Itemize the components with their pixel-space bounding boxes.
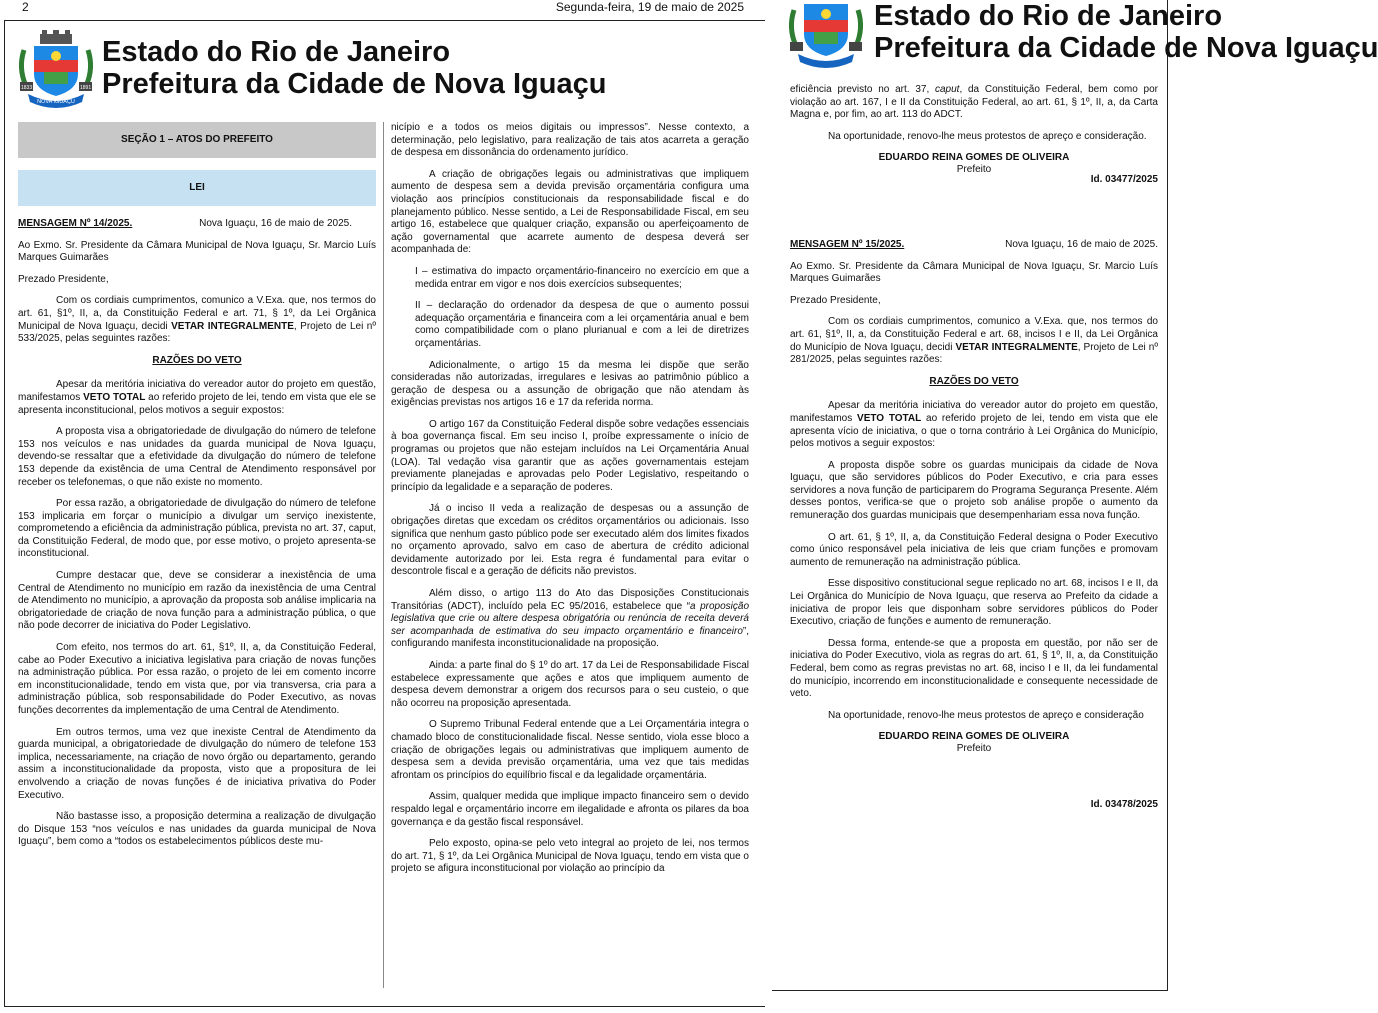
paragraph: Não bastasse isso, a proposição determina a realização de divulgação do Disque 153 “nos veículos e nas unidades da guarda municipal de Nova Iguaçu”, bem como a “todos os estabelecimentos públicos deste mu- <box>18 811 376 848</box>
document-id: Id. 03478/2025 <box>1090 799 1158 811</box>
right-column <box>790 84 1158 812</box>
message-14-date: Nova Iguaçu, 16 de maio de 2025. <box>199 218 352 229</box>
section-box: SEÇÃO 1 – ATOS DO PREFEITO <box>18 122 376 158</box>
message-14-number: MENSAGEM Nº 14/2025. <box>18 218 133 229</box>
message-15-header <box>790 239 1158 252</box>
paragraph: A proposta visa a obrigatoriedade de divulgação do número de telefone 153 nos veículos e nas unidades da guarda municipal de Nova Iguaçu, devendo-se ressaltar que a efetividade da divulgação do número de telefone 153 depende da existência de uma Central de Atendimento responsável por receber os telefonemas, o que não existe no momento. <box>18 426 376 488</box>
page-number: 2 <box>22 0 29 14</box>
paragraph: Em outros termos, uma vez que inexiste Central de Atendimento da guarda municipal, a obrigatoriedade de divulgação do número de telefone 153 implica, necessariamente, na criação de novo órgão ou departamento, gerando assim a inconstitucionalidade da proposta, visto que a propositura de lei envolvendo a criação de novas funções é de iniciativa privativa do Poder Executivo. <box>18 726 376 801</box>
logo-year-right: 1891 <box>80 85 92 91</box>
paragraph: A criação de obrigações legais ou administrativas que impliquem aumento de despesa sem a devida previsão orçamentária configura uma violação aos princípios constitucionais da responsabilidade fiscal e do planejamento público. Nesse sentido, a Lei de Responsabilidade Fiscal, em seu artigo 16, estabelece que qualquer criação, expansão ou aperfeiçoamento de ação governamental que acarrete aumento de despesa deverá ser acompanhada de: <box>391 168 749 256</box>
right-page <box>772 0 1378 1013</box>
quote-item: I – estimativa do impacto orçamentário-financeiro no exercício em que a medida entrar em vigor e nos dois exercícios subsequentes; <box>415 265 749 290</box>
state-name: Estado do Rio de Janeiro <box>874 0 1223 32</box>
logo-year-left: 1833 <box>21 85 33 91</box>
document-id: Id. 03477/2025 <box>1090 174 1158 186</box>
quote-item: II – declaração do ordenador da despesa de que o aumento possui adequação orçamentária e financeira com a lei orçamentária anual e bem como compatibilidade com o plano plurianual e com a lei de diretrizes orçamentárias. <box>415 300 749 349</box>
paragraph: Apesar da meritória iniciativa do vereador autor do projeto em questão, manifestamos VETO TOTAL ao referido projeto de lei, tendo em vista que ele se apresenta inconstitucional, pelos motivos a seguir expostos: <box>18 379 376 416</box>
column-1 <box>18 122 376 858</box>
paragraph: Ainda: a parte final do § 1º do art. 17 da Lei de Responsabilidade Fiscal estabelece expressamente que ações e atos que impliquem aumento de despesa devem demonstrar a origem dos recursos para o seu custeio, o que não ocorreu na proposição apresentada. <box>391 659 749 709</box>
paragraph: A proposta dispõe sobre os guardas municipais da cidade de Nova Iguaçu, que são servidores públicos do Poder Executivo, e cria para esses servidores a nova função de participarem do Programa Segurança Presente. Além desses pontos, verifica-se que o projeto sob análise propõe o aumento da remuneração dos guardas municipais que desempenhariam essa nova função. <box>790 459 1158 522</box>
intro-paragraph: Com os cordiais cumprimentos, comunico a V.Exa. que, nos termos do art. 61, §1º, II, a, da Constituição Federal e art. 71, § 1º, da Lei Orgânica Municipal de Nova Iguaçu, decidi VETAR INTEGRALMENTE, Projeto de Lei nº 533/2025, pelas seguintes razões: <box>18 295 376 345</box>
column-2-clip <box>391 122 750 988</box>
paragraph: Além disso, o artigo 113 do Ato das Disposições Constitucionais Transitórias (ADCT), incluído pela EC 95/2016, estabelece que “a proposição legislativa que crie ou altere despesa obrigatória ou renúncia de receita deverá ser acompanhada de estimativa do seu impacto orçamentário e financeiro”, configurando manifesta inconstitucionalidade na proposição. <box>391 588 750 650</box>
coat-of-arms-logo <box>788 0 864 70</box>
razoes-heading: RAZÕES DO VETO <box>152 354 242 366</box>
signature-block <box>790 152 1158 176</box>
signature-block <box>790 731 1158 755</box>
coat-of-arms-logo <box>18 28 94 110</box>
header-title <box>102 36 606 100</box>
lei-box: LEI <box>18 170 376 206</box>
header-title <box>874 0 1378 64</box>
paragraph: Assim, qualquer medida que implique impacto financeiro sem o devido respaldo legal e orçamentário incorre em ilegalidade e afronta os pilares da boa governança e da gestão fiscal responsável. <box>391 791 749 828</box>
closing: Na oportunidade, renovo-lhe meus protestos de apreço e consideração <box>828 709 1144 721</box>
addressee: Ao Exmo. Sr. Presidente da Câmara Municipal de Nova Iguaçu, Sr. Marcio Luís Marques Guimarães <box>18 239 376 264</box>
edition-date: Segunda-feira, 19 de maio de 2025 <box>555 0 744 14</box>
logo-banner: NOVA IGUAÇU <box>37 99 75 105</box>
paragraph: Adicionalmente, o artigo 15 da mesma lei dispõe que serão consideradas não autorizadas, irregulares e lesivas ao patrimônio público a geração de despesa ou a assunção de obrigação que não atendam às exigências previstas nos artigos 16 e 17 da referida norma. <box>391 359 749 409</box>
greeting: Prezado Presidente, <box>18 273 109 285</box>
signer-role: Prefeito <box>956 743 992 755</box>
paragraph: Por essa razão, a obrigatoriedade de divulgação do número de telefone 153 implicaria em forçar o município a divulgar um serviço inexistente, comprometendo a eficiência da administração pública, prevista no art. 37, caput, da Constituição Federal, de modo que, por esse motivo, o projeto apresenta-se inconstitucional. <box>18 498 376 560</box>
intro-paragraph: Com os cordiais cumprimentos, comunico a V.Exa. que, nos termos do art. 61, §1º, II, a, da Constituição Federal e art. 68, incisos I e II, da Lei Orgânica do Município de Nova Iguaçu, decidi VETAR INTEGRALMENTE, Projeto de Lei nº 281/2025, pelas seguintes razões: <box>790 316 1158 366</box>
message-14-header <box>18 218 376 231</box>
city-hall-name: Prefeitura da Cidade de Nova Iguaçu <box>874 32 1378 64</box>
state-name: Estado do Rio de Janeiro <box>102 36 451 68</box>
paragraph: O artigo 167 da Constituição Federal dispõe sobre vedações essenciais à boa governança fiscal. Em seu inciso I, proíbe expressamente o início de programas ou projetos que não estejam incluídos na Lei Orçamentária Anual (LOA). Tal vedação visa garantir que as ações governamentais estejam previamente planejadas e aprovadas pelo Poder Legislativo, respeitando o princípio da legalidade e a separação de poderes. <box>391 418 749 493</box>
column-2 <box>391 122 749 885</box>
razoes-heading: RAZÕES DO VETO <box>929 375 1019 387</box>
signer-name: EDUARDO REINA GOMES DE OLIVEIRA <box>878 152 1070 164</box>
addressee: Ao Exmo. Sr. Presidente da Câmara Municipal de Nova Iguaçu, Sr. Marcio Luís Marques Guimarães <box>790 260 1158 285</box>
message-15-number: MENSAGEM Nº 15/2025. <box>790 238 905 250</box>
column-divider <box>383 122 384 988</box>
paragraph: Apesar da meritória iniciativa do vereador autor do projeto em questão, manifestamos VETO TOTAL ao referido projeto de lei, tendo em vista que ele apresenta vício de iniciativa, o que o torna contrário à Lei Orgânica do Município, pelos motivos a seguir expostos: <box>790 400 1159 450</box>
paragraph: eficiência previsto no art. 37, caput, da Constituição Federal, bem como por violação ao art. 167, I e II da Constituição Federal, ao art. 61, § 1º, II, a, da Carta Magna e, por fim, ao art. 113 do ADCT. <box>790 84 1158 121</box>
paragraph: O Supremo Tribunal Federal entende que a Lei Orçamentária integra o chamado bloco de constitucionalidade fiscal. Nesse sentido, viola esse bloco a criação de obrigações legais ou administrativas que impliquem aumento de despesa sem a devida previsão orçamentária, uma vez que tais medidas afrontam os princípios do equilíbrio fiscal e da legalidade orçamentária. <box>391 719 749 781</box>
page-top-line <box>0 0 748 16</box>
paragraph: Já o inciso II veda a realização de despesas ou a assunção de obrigações diretas que excedam os créditos orçamentários ou adicionais. Isso significa que nenhum gasto público pode ser executado além dos limites fixados no orçamento aprovado, salvo em caso de abertura de crédito adicional devidamente autorizado por lei. Esta regra é fundamental para evitar o descontrole fiscal e a geração de déficits não previstos. <box>391 503 749 578</box>
signer-role: Prefeito <box>956 164 992 176</box>
paragraph: Dessa forma, entende-se que a proposta em questão, por não ser de iniciativa do Poder Executivo, viola as regras do art. 61, § 1º, II, a, da Constituição Federal, bem como as regras previstas no art. 68, inciso I e II, da lei fundamental do município, incorrendo em inconstitucionalidade e consequente necessidade de veto. <box>790 637 1158 700</box>
paragraph: O art. 61, § 1º, II, a, da Constituição Federal designa o Poder Executivo como único responsável pela iniciativa de leis que criam funções e promovam aumento de remuneração na administração pública. <box>790 531 1158 568</box>
paragraph: Cumpre destacar que, deve se considerar a inexistência de uma Central de Atendimento no município em razão da inexistência de uma Central de Atendimento no município, a aprovação da proposta sob análise implicaria na obrigatoriedade de criação de nova função para a administração pública, o que não pode decorrer de iniciativa do Poder Legislativo. <box>18 570 376 632</box>
message-15-date: Nova Iguaçu, 16 de maio de 2025. <box>1005 238 1158 250</box>
greeting: Prezado Presidente, <box>790 294 881 306</box>
paragraph: Com efeito, nos termos do art. 61, §1º, II, a, da Constituição Federal, cabe ao Poder Executivo a iniciativa legislativa para criação de novas funções na administração pública. Por essa razão, o projeto de lei em comento incorre em inconstitucionalidade, tendo em vista que, por via transversa, cria para a administração pública, sob responsabilidade do Poder Executivo, as novas funções decorrentes da implementação de uma Central de Atendimento. <box>18 642 376 716</box>
paragraph: Esse dispositivo constitucional segue replicado no art. 68, incisos I e II, da Lei Orgânica do Município de Nova Iguaçu, que reserva ao Prefeito da cidade a iniciativa de propor leis que disponham sobre servidores públicos do Poder Executivo, criação de funções e aumento de remuneração. <box>790 578 1158 628</box>
paragraph: nicípio e a todos os meios digitais ou impressos”. Nesse contexto, a determinação, pelo legislativo, para realização de tais atos acarreta a geração de despesa em dissonância do ordenamento jurídico. <box>391 122 749 159</box>
closing: Na oportunidade, renovo-lhe meus protestos de apreço e consideração. <box>828 130 1147 142</box>
signer-name: EDUARDO REINA GOMES DE OLIVEIRA <box>878 731 1070 743</box>
paragraph: Pelo exposto, opina-se pelo veto integral ao projeto de lei, nos termos do art. 71, § 1º, da Lei Orgânica Municipal de Nova Iguaçu, tendo em vista que o projeto se afigura inconstitucional por violação ao princípio da <box>391 838 749 875</box>
city-hall-name: Prefeitura da Cidade de Nova Iguaçu <box>102 68 607 100</box>
